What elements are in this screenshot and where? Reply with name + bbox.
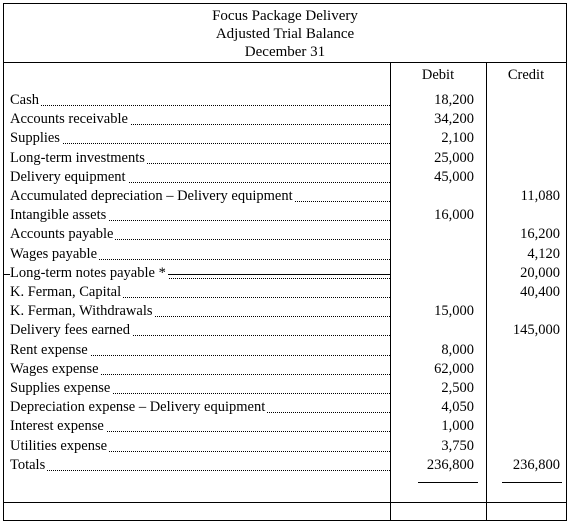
credit-column-header: Credit [507,67,545,83]
account-name: Long-term notes payable * [10,264,390,283]
table-row [4,283,566,302]
totals-label: Totals [10,456,390,475]
account-name: Long-term investments [10,149,390,168]
debit-value: 4,050 [441,399,474,416]
account-name: Accounts receivable [10,110,390,129]
credit-value: 16,200 [520,226,560,243]
debit-value: 2,500 [441,380,474,396]
debit-value: 3,750 [441,437,474,454]
credit-value: 4,120 [527,245,560,262]
account-name: Cash [10,91,390,110]
report-date: December 31 [244,44,326,60]
credit-value: 11,080 [520,188,560,204]
debit-value: 25,000 [434,149,474,166]
report-header [4,4,566,63]
table-row [4,245,566,264]
debit-value: 62,000 [434,360,474,377]
debit-column-header: Debit [421,67,455,83]
debit-value: 34,200 [434,111,474,128]
debit-value: 15,000 [434,303,474,320]
table-row [4,110,566,129]
table-row [4,206,566,225]
account-name: Supplies [10,129,390,148]
debit-value: 8,000 [441,341,474,358]
credit-value: 40,400 [520,284,560,300]
table-row [4,417,566,436]
table-row [4,91,566,110]
account-name: Accumulated depreciation – Delivery equipment [10,187,390,206]
debit-value: 18,200 [434,92,474,108]
table-row [4,437,566,456]
debit-value: 16,000 [434,207,474,224]
account-name: K. Ferman, Withdrawals [10,302,390,321]
trial-balance-table [3,3,567,521]
table-row [4,302,566,321]
footer-divider [4,502,566,503]
credit-sum-rule [502,482,562,483]
account-name: Supplies expense [10,379,390,398]
account-name: Accounts payable [10,225,390,244]
debit-sum-rule [418,482,478,483]
table-row [4,187,566,206]
table-row [4,379,566,398]
account-name: K. Ferman, Capital [10,283,390,302]
account-name: Delivery equipment [10,168,390,187]
credit-value: 20,000 [520,264,560,281]
table-row [4,341,566,360]
totals-debit: 236,800 [426,456,474,473]
credit-value: 145,000 [512,322,560,339]
debit-value: 2,100 [441,130,474,147]
debit-value: 1,000 [441,418,474,435]
table-row [4,168,566,187]
report-title: Adjusted Trial Balance [215,26,355,42]
account-name: Rent expense [10,341,390,360]
table-row [4,225,566,244]
company-name: Focus Package Delivery [212,8,358,24]
account-name: Wages payable [10,245,390,264]
table-row [4,129,566,148]
totals-credit: 236,800 [512,456,560,473]
account-name: Interest expense [10,417,390,436]
table-row [4,360,566,379]
debit-value: 45,000 [434,168,474,185]
account-name: Utilities expense [10,437,390,456]
table-row [4,149,566,168]
column-header-row [4,66,566,85]
account-name: Depreciation expense – Delivery equipment [10,398,390,417]
table-row [4,321,566,340]
account-name: Delivery fees earned [10,321,390,340]
totals-row [4,456,566,475]
account-name: Intangible assets [10,206,390,225]
table-row [4,398,566,417]
account-name: Wages expense [10,360,390,379]
